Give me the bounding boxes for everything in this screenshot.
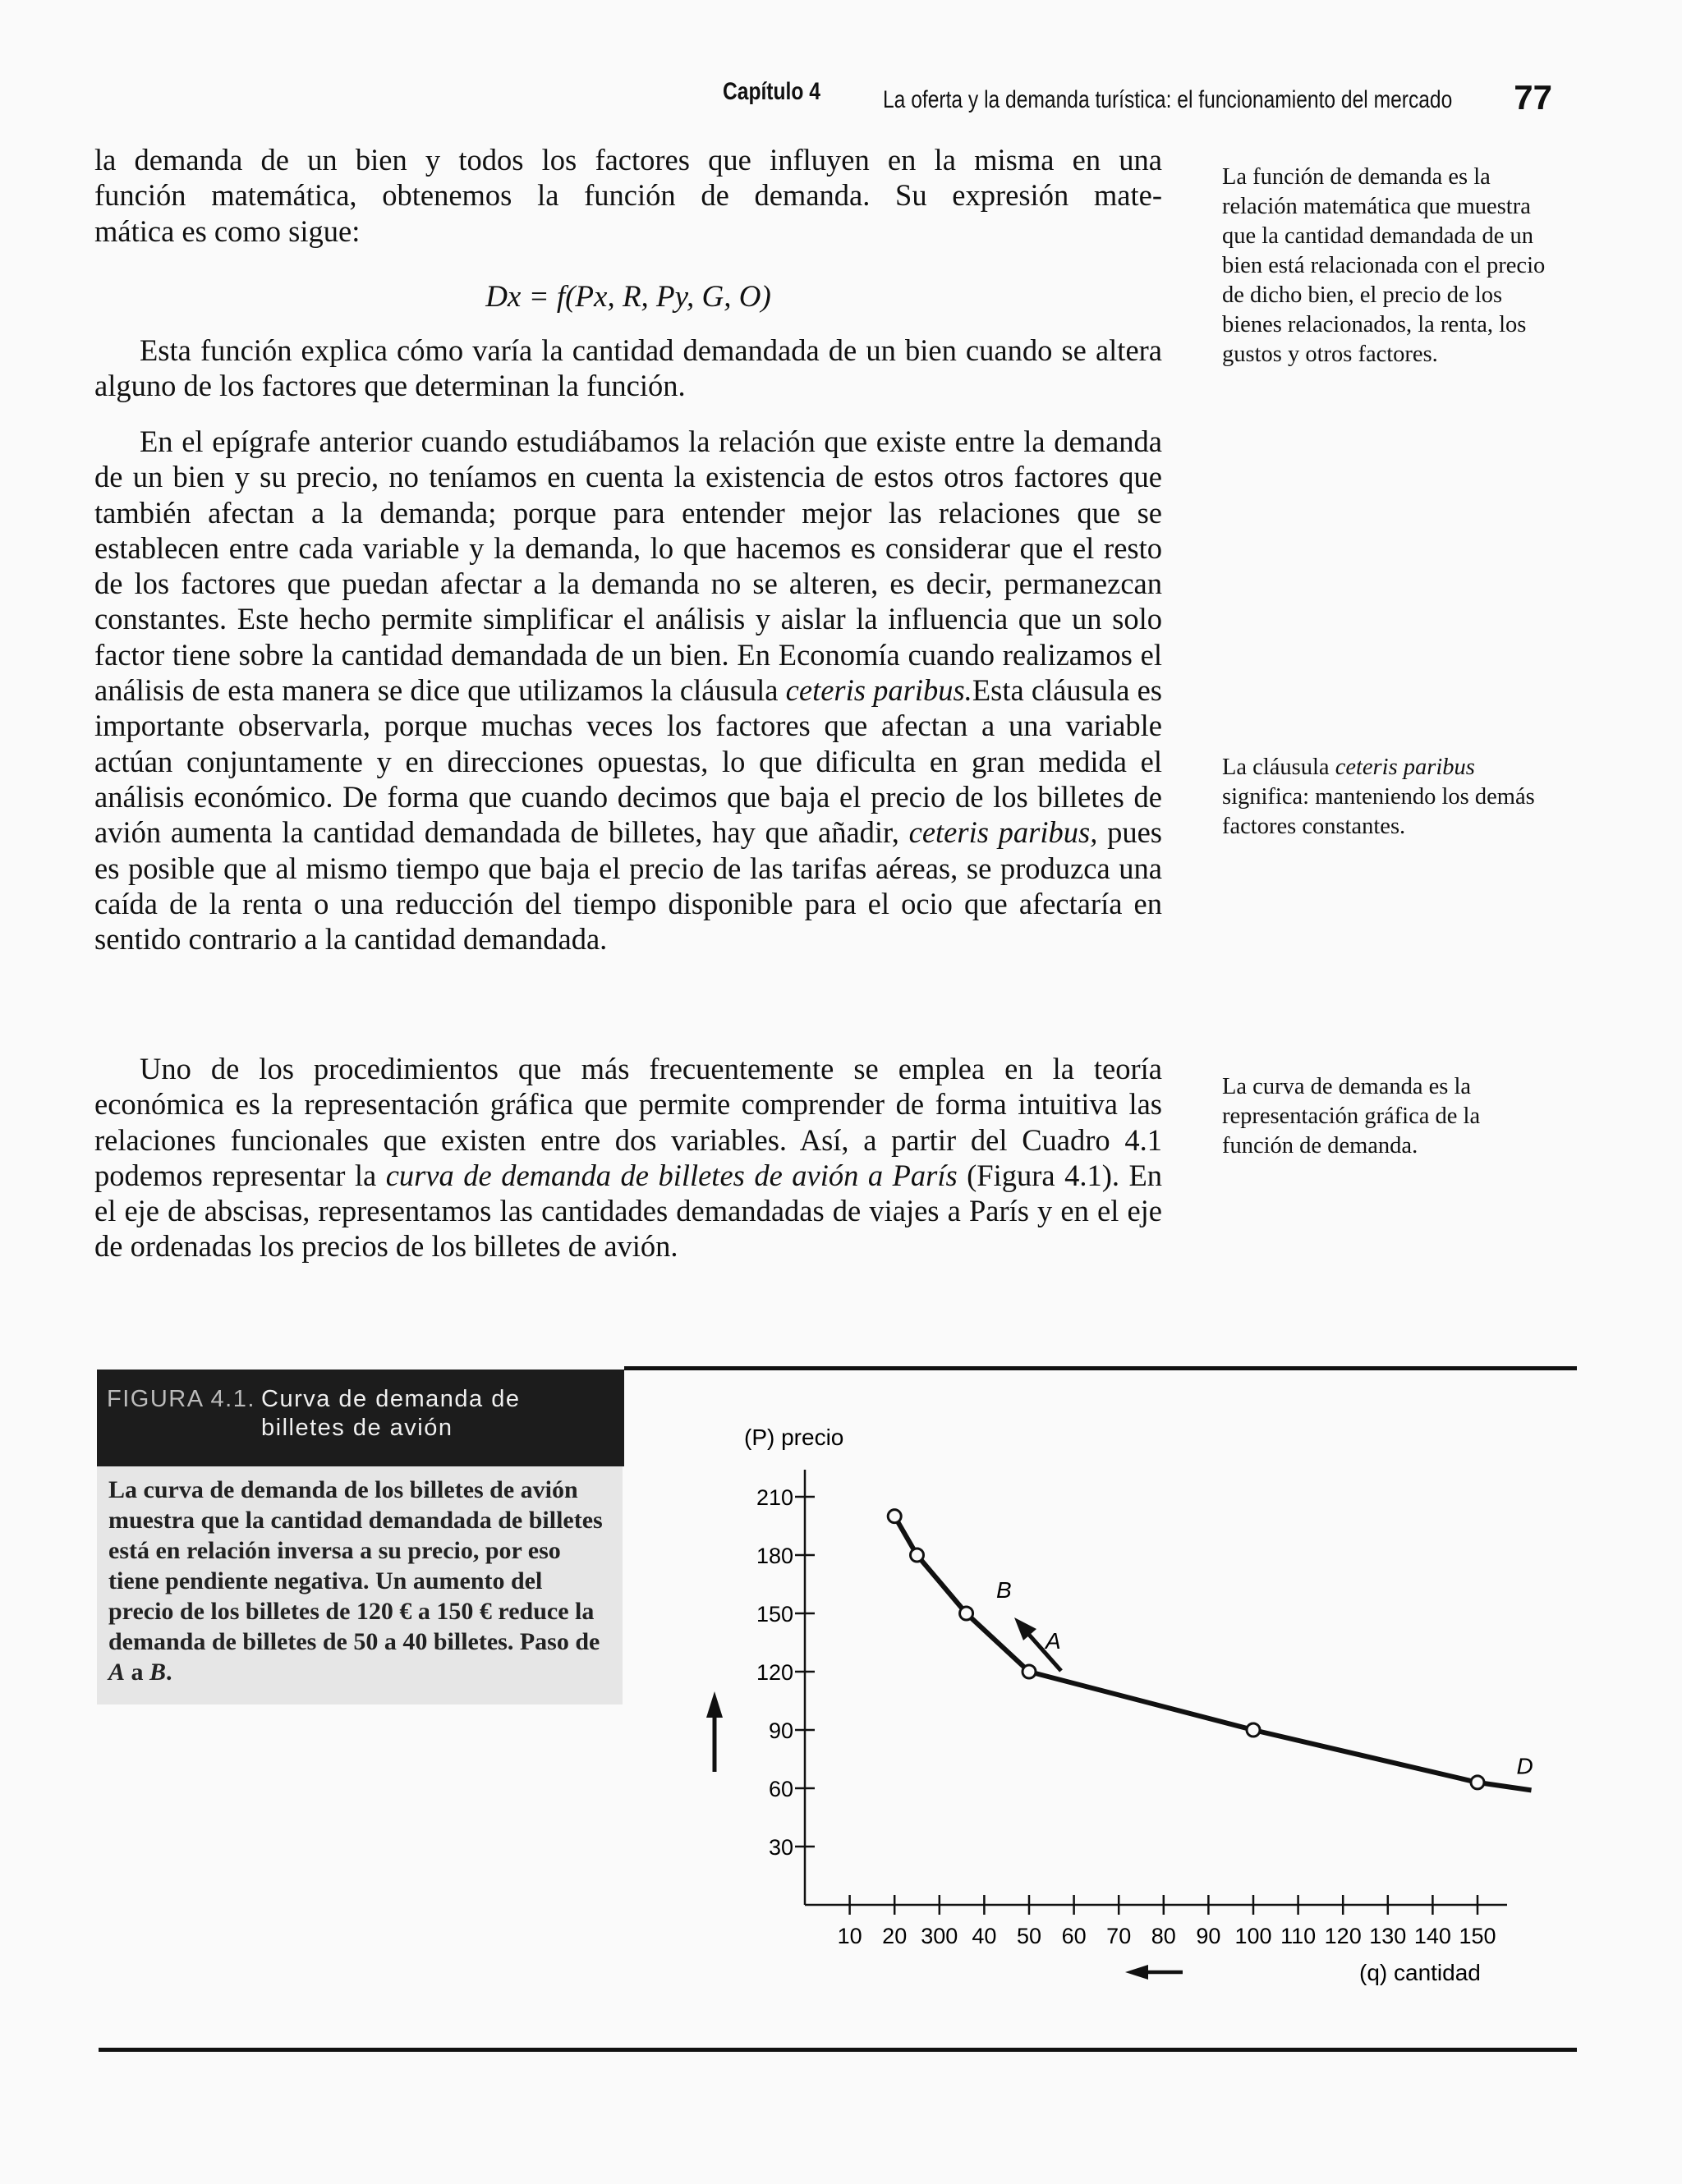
- x-tick-label: 80: [1151, 1924, 1176, 1948]
- chapter-title: La oferta y la demanda turística: el funcionamiento del mercado: [883, 86, 1453, 113]
- curve-d-label: D: [1516, 1753, 1533, 1779]
- y-tick-label: 120: [756, 1660, 793, 1685]
- x-tick-label: 300: [921, 1924, 958, 1948]
- caption-part-a: La curva de demanda de los billetes de avión muestra que la cantidad demandada de billetes está en relación inversa a su precio, por eso tiene pendiente negativa. Un aumento del precio de los billetes de 120 € a 150 € reduce la demanda de billetes de 50 a 40 billetes. Paso de: [108, 1476, 603, 1655]
- caption-mid: a: [125, 1659, 150, 1686]
- paragraph-3-ceteris-2: ceteris paribus,: [908, 815, 1098, 850]
- caption-point-b: B: [149, 1659, 167, 1686]
- demand-formula: Dx = f(Px, R, Py, G, O): [485, 280, 771, 314]
- paragraph-4-emphasis: curva de demanda de billetes de avión a París: [385, 1158, 958, 1192]
- x-tick-label: 110: [1280, 1924, 1317, 1948]
- x-tick-label: 50: [1016, 1924, 1042, 1948]
- point-a-label: A: [1046, 1628, 1061, 1654]
- figure-caption: [97, 1466, 623, 1705]
- margin-note-ceteris-paribus: [1222, 753, 1551, 842]
- data-point: [1471, 1776, 1484, 1789]
- paragraph-4-text: [94, 1051, 1162, 1264]
- paragraph-3-text: [94, 424, 1162, 957]
- figure-title: Curva de demanda de billetes de avión: [261, 1386, 521, 1441]
- demand-chart: [690, 1420, 1577, 2028]
- paragraph-3-part-b: Esta cláusula es importante observarla, porque muchas veces los factores que afectan a una variable actúan conjuntamente y en direcciones opuestas, lo que dificulta en gran medida el análisis económico. De forma que cuando decimos que baja el precio de los billetes de avión aumenta la cantidad demandada de billetes, hay que añadir,: [94, 673, 1162, 850]
- arrow-up-icon: [706, 1691, 723, 1772]
- paragraph-3-ceteris-1: ceteris paribus.: [785, 673, 972, 708]
- x-tick-label: 90: [1196, 1924, 1221, 1948]
- x-tick-label: 130: [1369, 1924, 1407, 1948]
- arrow-left-icon: [1125, 1965, 1183, 1980]
- caption-point-a: A: [108, 1659, 126, 1686]
- margin-note-2-em: ceteris paribus: [1335, 755, 1475, 780]
- figure-label-box: [97, 1370, 624, 1466]
- x-tick-label: 70: [1106, 1924, 1132, 1948]
- data-point: [1247, 1723, 1260, 1737]
- y-tick-label: 150: [756, 1602, 793, 1627]
- x-tick-label: 150: [1459, 1924, 1496, 1948]
- chapter-label: Capítulo 4: [723, 78, 820, 105]
- data-points: [888, 1510, 1484, 1789]
- y-tick-label: 90: [768, 1718, 793, 1743]
- paragraph-1-line-3: mática es como sigue:: [94, 213, 361, 248]
- data-point: [1023, 1665, 1036, 1678]
- x-tick-label: 60: [1061, 1924, 1087, 1948]
- x-tick-label: 10: [837, 1924, 862, 1948]
- paragraph-4: [94, 1051, 1162, 1264]
- margin-note-2-a: La cláusula: [1222, 755, 1335, 780]
- point-b-label: B: [996, 1577, 1012, 1603]
- y-ticks: [756, 1485, 815, 1860]
- y-tick-label: 180: [756, 1544, 793, 1568]
- x-tick-label: 100: [1234, 1924, 1272, 1948]
- paragraph-1-line-1: la demanda de un bien y todos los factores que influyen en la misma en una: [94, 143, 1162, 177]
- running-header: [723, 78, 1552, 127]
- paragraph-4-part-b: (Figura 4.1). En el eje de abscisas, representamos las cantidades demandadas de viajes a París y en el eje de ordenadas los precios de los billetes de avión.: [94, 1158, 1163, 1264]
- paragraph-3-part-c: pues es posible que al mismo tiempo que baja el precio de las tarifas aéreas, se produzca una caída de la renta o una reducción del tiempo disponible para el ocio que afectaría en sentido contrario a la cantidad demandada.: [94, 815, 1162, 957]
- data-point: [911, 1549, 924, 1562]
- paragraph-1: [94, 142, 1162, 249]
- x-tick-label: 40: [972, 1924, 997, 1948]
- paragraph-2-text: Esta función explica cómo varía la cantidad demandada de un bien cuando se altera alguno de los factores que determinan la función.: [94, 333, 1162, 403]
- demand-curve: [894, 1516, 1531, 1791]
- paragraph-3: [94, 424, 1162, 957]
- margin-note-demand-curve: La curva de demanda es la representación gráfica de la función de demanda.: [1222, 1074, 1481, 1159]
- margin-note-2-b: significa: manteniendo los demás factores constantes.: [1222, 784, 1535, 839]
- figure-bottom-rule: [99, 2048, 1577, 2052]
- caption-end: .: [166, 1659, 172, 1686]
- paragraph-2: [94, 333, 1162, 404]
- data-point: [888, 1510, 901, 1523]
- y-tick-label: 60: [768, 1777, 793, 1801]
- figure-number: FIGURA 4.1.: [107, 1386, 255, 1412]
- paragraph-3-part-a: En el epígrafe anterior cuando estudiábamos la relación que existe entre la demanda de un bien y su precio, no teníamos en cuenta la existencia de estos otros factores que también afectan a la demanda; porque para entender mejor las relaciones que se establecen entre cada variable y la demanda, lo que hacemos es considerar que el resto de los factores que puedan afectar a la demanda no se alteren, es decir, permanezcan constantes. Este hecho permite simplificar el análisis y aislar la influencia que un solo factor tiene sobre la cantidad demandada de un bien. En Economía cuando realizamos el análisis de esta manera se dice que utilizamos la cláusula: [94, 424, 1162, 708]
- x-axis-label: (q) cantidad: [1359, 1960, 1481, 1985]
- y-tick-label: 30: [768, 1835, 793, 1860]
- data-point: [960, 1607, 973, 1620]
- x-tick-label: 20: [882, 1924, 908, 1948]
- paragraph-1-line-2: función matemática, obtenemos la función de demanda. Su expresión mate-: [94, 178, 1162, 213]
- page-number: 77: [1514, 78, 1552, 117]
- figure-top-rule: [624, 1366, 1577, 1370]
- paragraph-4-part-a: Uno de los procedimientos que más frecuentemente se emplea en la teoría económica es la representación gráfica que permite comprender de forma intuitiva las relaciones funcionales que existen entre dos variables. Así, a partir del Cuadro 4.1 podemos representar la: [94, 1052, 1162, 1192]
- x-tick-label: 140: [1413, 1924, 1451, 1948]
- y-axis-label: (P) precio: [744, 1425, 844, 1450]
- x-tick-label: 120: [1324, 1924, 1362, 1948]
- x-ticks: [838, 1895, 1496, 1948]
- margin-note-demand-function: La función de demanda es la relación matemática que muestra que la cantidad demandada de un bien está relacionada con el precio de dicho bien, el precio de los bienes relacionados, la renta, los gustos y otros factores.: [1222, 164, 1546, 367]
- y-tick-label: 210: [756, 1485, 793, 1510]
